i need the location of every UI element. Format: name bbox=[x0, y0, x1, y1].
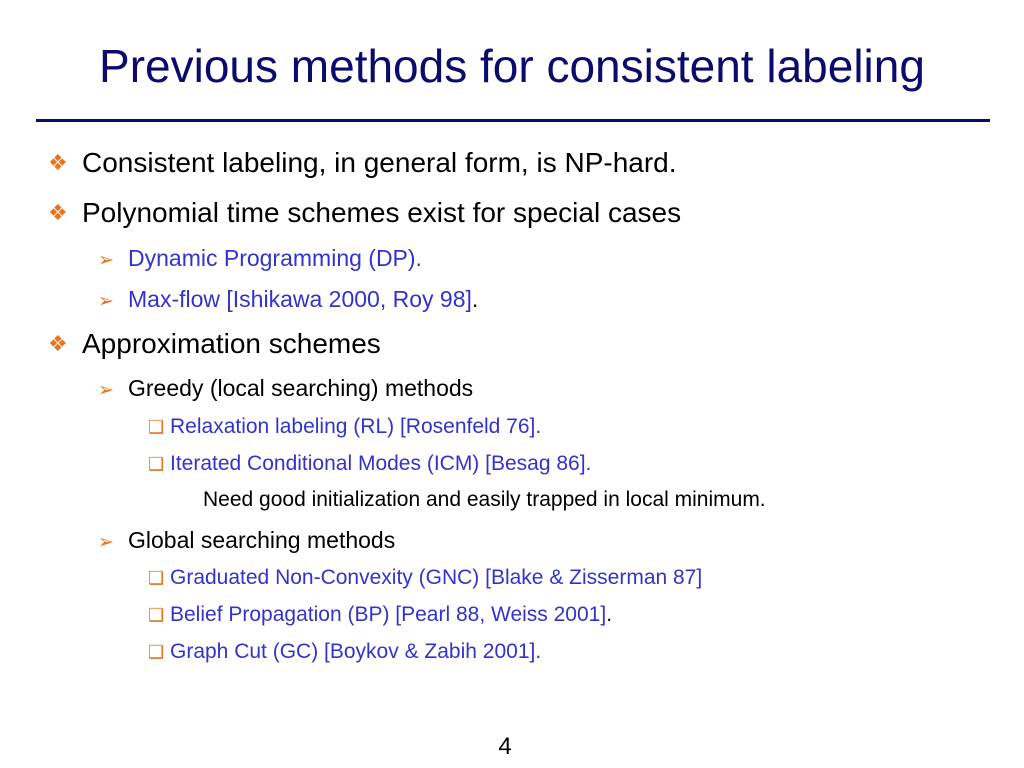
bullet-polynomial bbox=[48, 196, 681, 230]
sub-sub-bullet-text: Belief Propagation (BP) [Pearl 88, Weiss 2001] bbox=[170, 603, 607, 626]
sub-sub-bullet-text: Iterated Conditional Modes (ICM) [Besag 86]. bbox=[170, 452, 592, 475]
sub-sub-bullet-period: . bbox=[606, 603, 613, 626]
arrowhead-icon: ➢ bbox=[98, 291, 114, 312]
greedy-note: Need good initialization and easily trapped in local minimum. bbox=[203, 488, 766, 511]
sub-bullet-text: Dynamic Programming (DP). bbox=[128, 245, 422, 271]
hollow-square-icon: ❑ bbox=[148, 642, 165, 662]
sub-sub-bullet-gc bbox=[148, 639, 541, 665]
sub-bullet-text: Max-flow [Ishikawa 2000, Roy 98] bbox=[128, 286, 472, 312]
sub-bullet-maxflow bbox=[98, 285, 478, 316]
bullet-approximation bbox=[48, 327, 381, 361]
arrowhead-icon: ➢ bbox=[98, 532, 114, 553]
slide-title: Previous methods for consistent labeling bbox=[99, 40, 925, 92]
hollow-square-icon: ❑ bbox=[148, 454, 165, 474]
diamond-cluster-icon: ❖ bbox=[48, 331, 68, 356]
arrowhead-icon: ➢ bbox=[98, 250, 114, 271]
bullet-text: Polynomial time schemes exist for special cases bbox=[82, 197, 682, 228]
page-number: 4 bbox=[498, 733, 512, 760]
sub-sub-bullet-text: Graph Cut (GC) [Boykov & Zabih 2001]. bbox=[170, 640, 542, 663]
sub-sub-bullet-text: Graduated Non-Convexity (GNC) [Blake & Zisserman 87] bbox=[170, 566, 703, 589]
sub-bullet-global bbox=[98, 526, 395, 557]
hollow-square-icon: ❑ bbox=[148, 568, 165, 588]
sub-bullet-text: Global searching methods bbox=[128, 527, 396, 553]
title-divider bbox=[36, 119, 990, 122]
bullet-text: Approximation schemes bbox=[82, 328, 381, 359]
sub-bullet-dp bbox=[98, 244, 422, 275]
diamond-cluster-icon: ❖ bbox=[48, 200, 68, 225]
sub-sub-bullet-icm bbox=[148, 451, 591, 477]
sub-bullet-period: . bbox=[471, 286, 479, 312]
hollow-square-icon: ❑ bbox=[148, 417, 165, 437]
arrowhead-icon: ➢ bbox=[98, 380, 114, 401]
sub-sub-bullet-bp bbox=[148, 602, 612, 628]
bullet-text: Consistent labeling, in general form, is NP-hard. bbox=[82, 147, 677, 178]
sub-sub-bullet-text: Relaxation labeling (RL) [Rosenfeld 76]. bbox=[170, 415, 542, 438]
sub-bullet-greedy bbox=[98, 374, 473, 405]
sub-sub-bullet-gnc bbox=[148, 565, 702, 591]
sub-bullet-text: Greedy (local searching) methods bbox=[128, 375, 474, 401]
sub-sub-bullet-rl bbox=[148, 414, 541, 440]
bullet-np-hard bbox=[48, 146, 677, 180]
hollow-square-icon: ❑ bbox=[148, 605, 165, 625]
diamond-cluster-icon: ❖ bbox=[48, 150, 68, 175]
